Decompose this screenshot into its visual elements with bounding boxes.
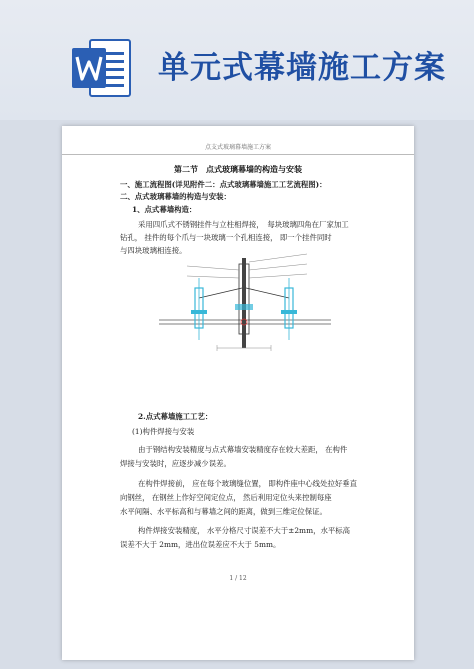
heading-flowchart: 一、施工流程图(详见附件二：点式玻璃幕墙施工工艺流程图)： (120, 180, 327, 189)
paragraph-line: 在构件焊接前， 应在每个玻璃缝位置， 即构件座中心线处拉好垂直 (138, 479, 358, 488)
paragraph-line: 由于钢结构安装精度与点式幕墙安装精度存在较大差距， 在构件 (138, 445, 348, 454)
section-title: 第二节 点式玻璃幕墙的构造与安装 (174, 164, 302, 174)
page-number: 1 / 12 (229, 575, 247, 582)
header-banner (0, 0, 474, 120)
heading-construction: 二、点式玻璃幕墙的构造与安装： (120, 192, 231, 201)
paragraph-line: 向钢丝， 在钢丝上作好空间定位点， 然后利用定位头来控制每座 (120, 493, 332, 502)
document-title: 单元式幕墙施工方案 (158, 50, 446, 86)
subheading-process: 2.点式幕墙施工工艺： (138, 412, 213, 421)
paragraph-line: 采用四爪式不锈钢挂件与立柱相焊接， 每块玻璃四角在厂家加工 (138, 220, 349, 229)
running-head: 点支式玻璃幕墙施工方案 (62, 142, 414, 155)
subheading-structure: 1、点式幕墙构造： (132, 205, 197, 214)
paragraph-line: 构件焊接安装精度， 水平分格尺寸误差不大于±2mm，水平标高 (138, 526, 351, 535)
paragraph-line: 水平间隔、水平标高和与幕墙之间的距离，做到三维定位保证。 (120, 507, 327, 516)
point-fixing-diagram (157, 248, 333, 356)
paragraph-line: 焊接与安装时，应逐步减少误差。 (120, 459, 231, 468)
subheading-welding: (1)构件焊接与安装 (132, 427, 195, 436)
paragraph-line: 误差不大于 2mm，进出位误差应不大于 5mm。 (120, 540, 281, 549)
document-page (62, 126, 414, 660)
paragraph-line: 与四块玻璃相连接。 (120, 246, 187, 255)
word-document-icon (70, 36, 134, 100)
paragraph-line: 钻孔， 挂件的每个爪与一块玻璃一个孔相连接， 即一个挂件同时 (120, 233, 332, 242)
